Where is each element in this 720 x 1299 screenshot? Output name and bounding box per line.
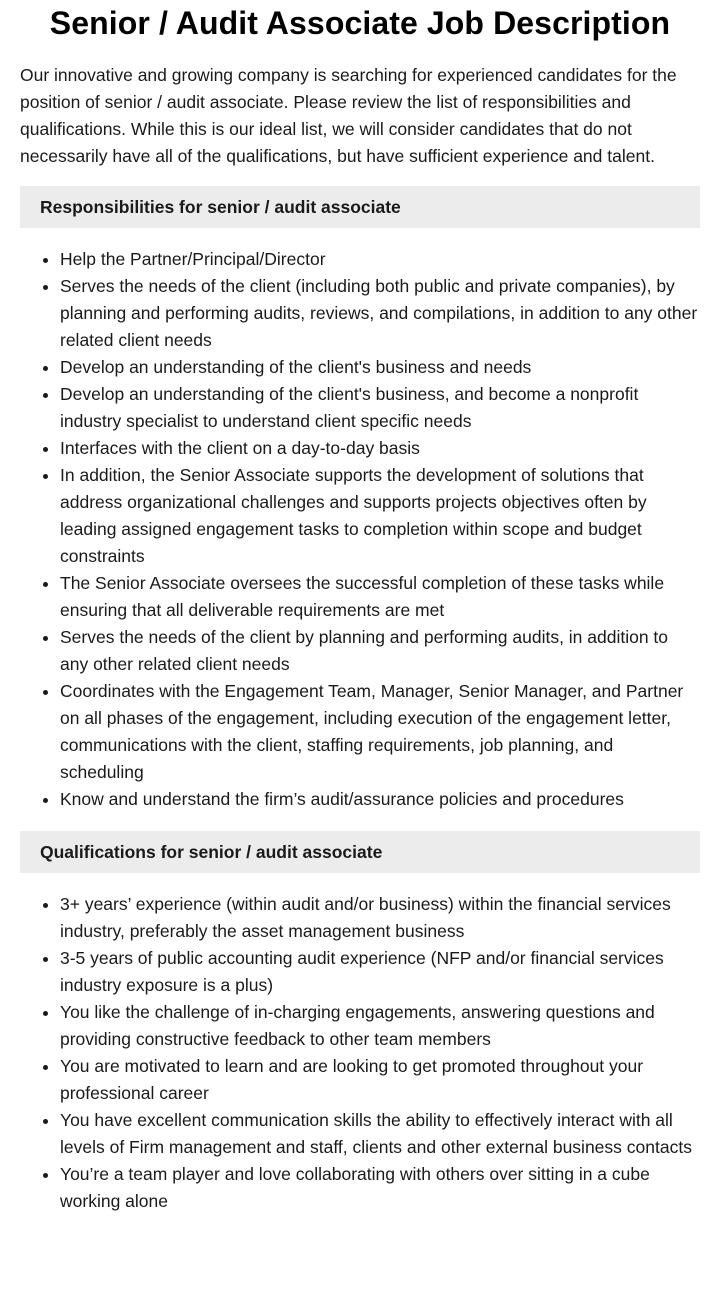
qualifications-list	[20, 891, 700, 1215]
list-item: You are motivated to learn and are looking to get promoted throughout your professional career	[60, 1053, 700, 1107]
list-item: Serves the needs of the client by planning and performing audits, in addition to any other related client needs	[60, 624, 700, 678]
list-item: Interfaces with the client on a day-to-day basis	[60, 435, 700, 462]
list-item: 3+ years’ experience (within audit and/or business) within the financial services industry, preferably the asset management business	[60, 891, 700, 945]
list-item: Coordinates with the Engagement Team, Manager, Senior Manager, and Partner on all phases of the engagement, including execution of the engagement letter, communications with the client, staffing requirements, job planning, and scheduling	[60, 678, 700, 786]
list-item: You like the challenge of in-charging engagements, answering questions and providing constructive feedback to other team members	[60, 999, 700, 1053]
responsibilities-heading: Responsibilities for senior / audit associate	[20, 186, 700, 228]
page-title: Senior / Audit Associate Job Description	[49, 5, 671, 41]
list-item: Develop an understanding of the client's business, and become a nonprofit industry specialist to understand client specific needs	[60, 381, 700, 435]
list-item: You’re a team player and love collaborating with others over sitting in a cube working alone	[60, 1161, 700, 1215]
responsibilities-list	[20, 246, 700, 813]
list-item: Know and understand the firm’s audit/assurance policies and procedures	[60, 786, 700, 813]
list-item: You have excellent communication skills the ability to effectively interact with all levels of Firm management and staff, clients and other external business contacts	[60, 1107, 700, 1161]
list-item: Develop an understanding of the client's business and needs	[60, 354, 700, 381]
list-item: Help the Partner/Principal/Director	[60, 246, 700, 273]
qualifications-heading: Qualifications for senior / audit associate	[20, 831, 700, 873]
list-item: Serves the needs of the client (including both public and private companies), by planning and performing audits, reviews, and compilations, in addition to any other related client needs	[60, 273, 700, 354]
list-item: 3-5 years of public accounting audit experience (NFP and/or financial services industry exposure is a plus)	[60, 945, 700, 999]
list-item: In addition, the Senior Associate supports the development of solutions that address organizational challenges and supports projects objectives often by leading assigned engagement tasks to completion within scope and budget constraints	[60, 462, 700, 570]
list-item: The Senior Associate oversees the successful completion of these tasks while ensuring that all deliverable requirements are met	[60, 570, 700, 624]
intro-paragraph: Our innovative and growing company is searching for experienced candidates for the position of senior / audit associate. Please review the list of responsibilities and qualifications. While this is our ideal list, we will consider candidates that do not necessarily have all of the qualifications, but have sufficient experience and talent.	[20, 65, 677, 166]
